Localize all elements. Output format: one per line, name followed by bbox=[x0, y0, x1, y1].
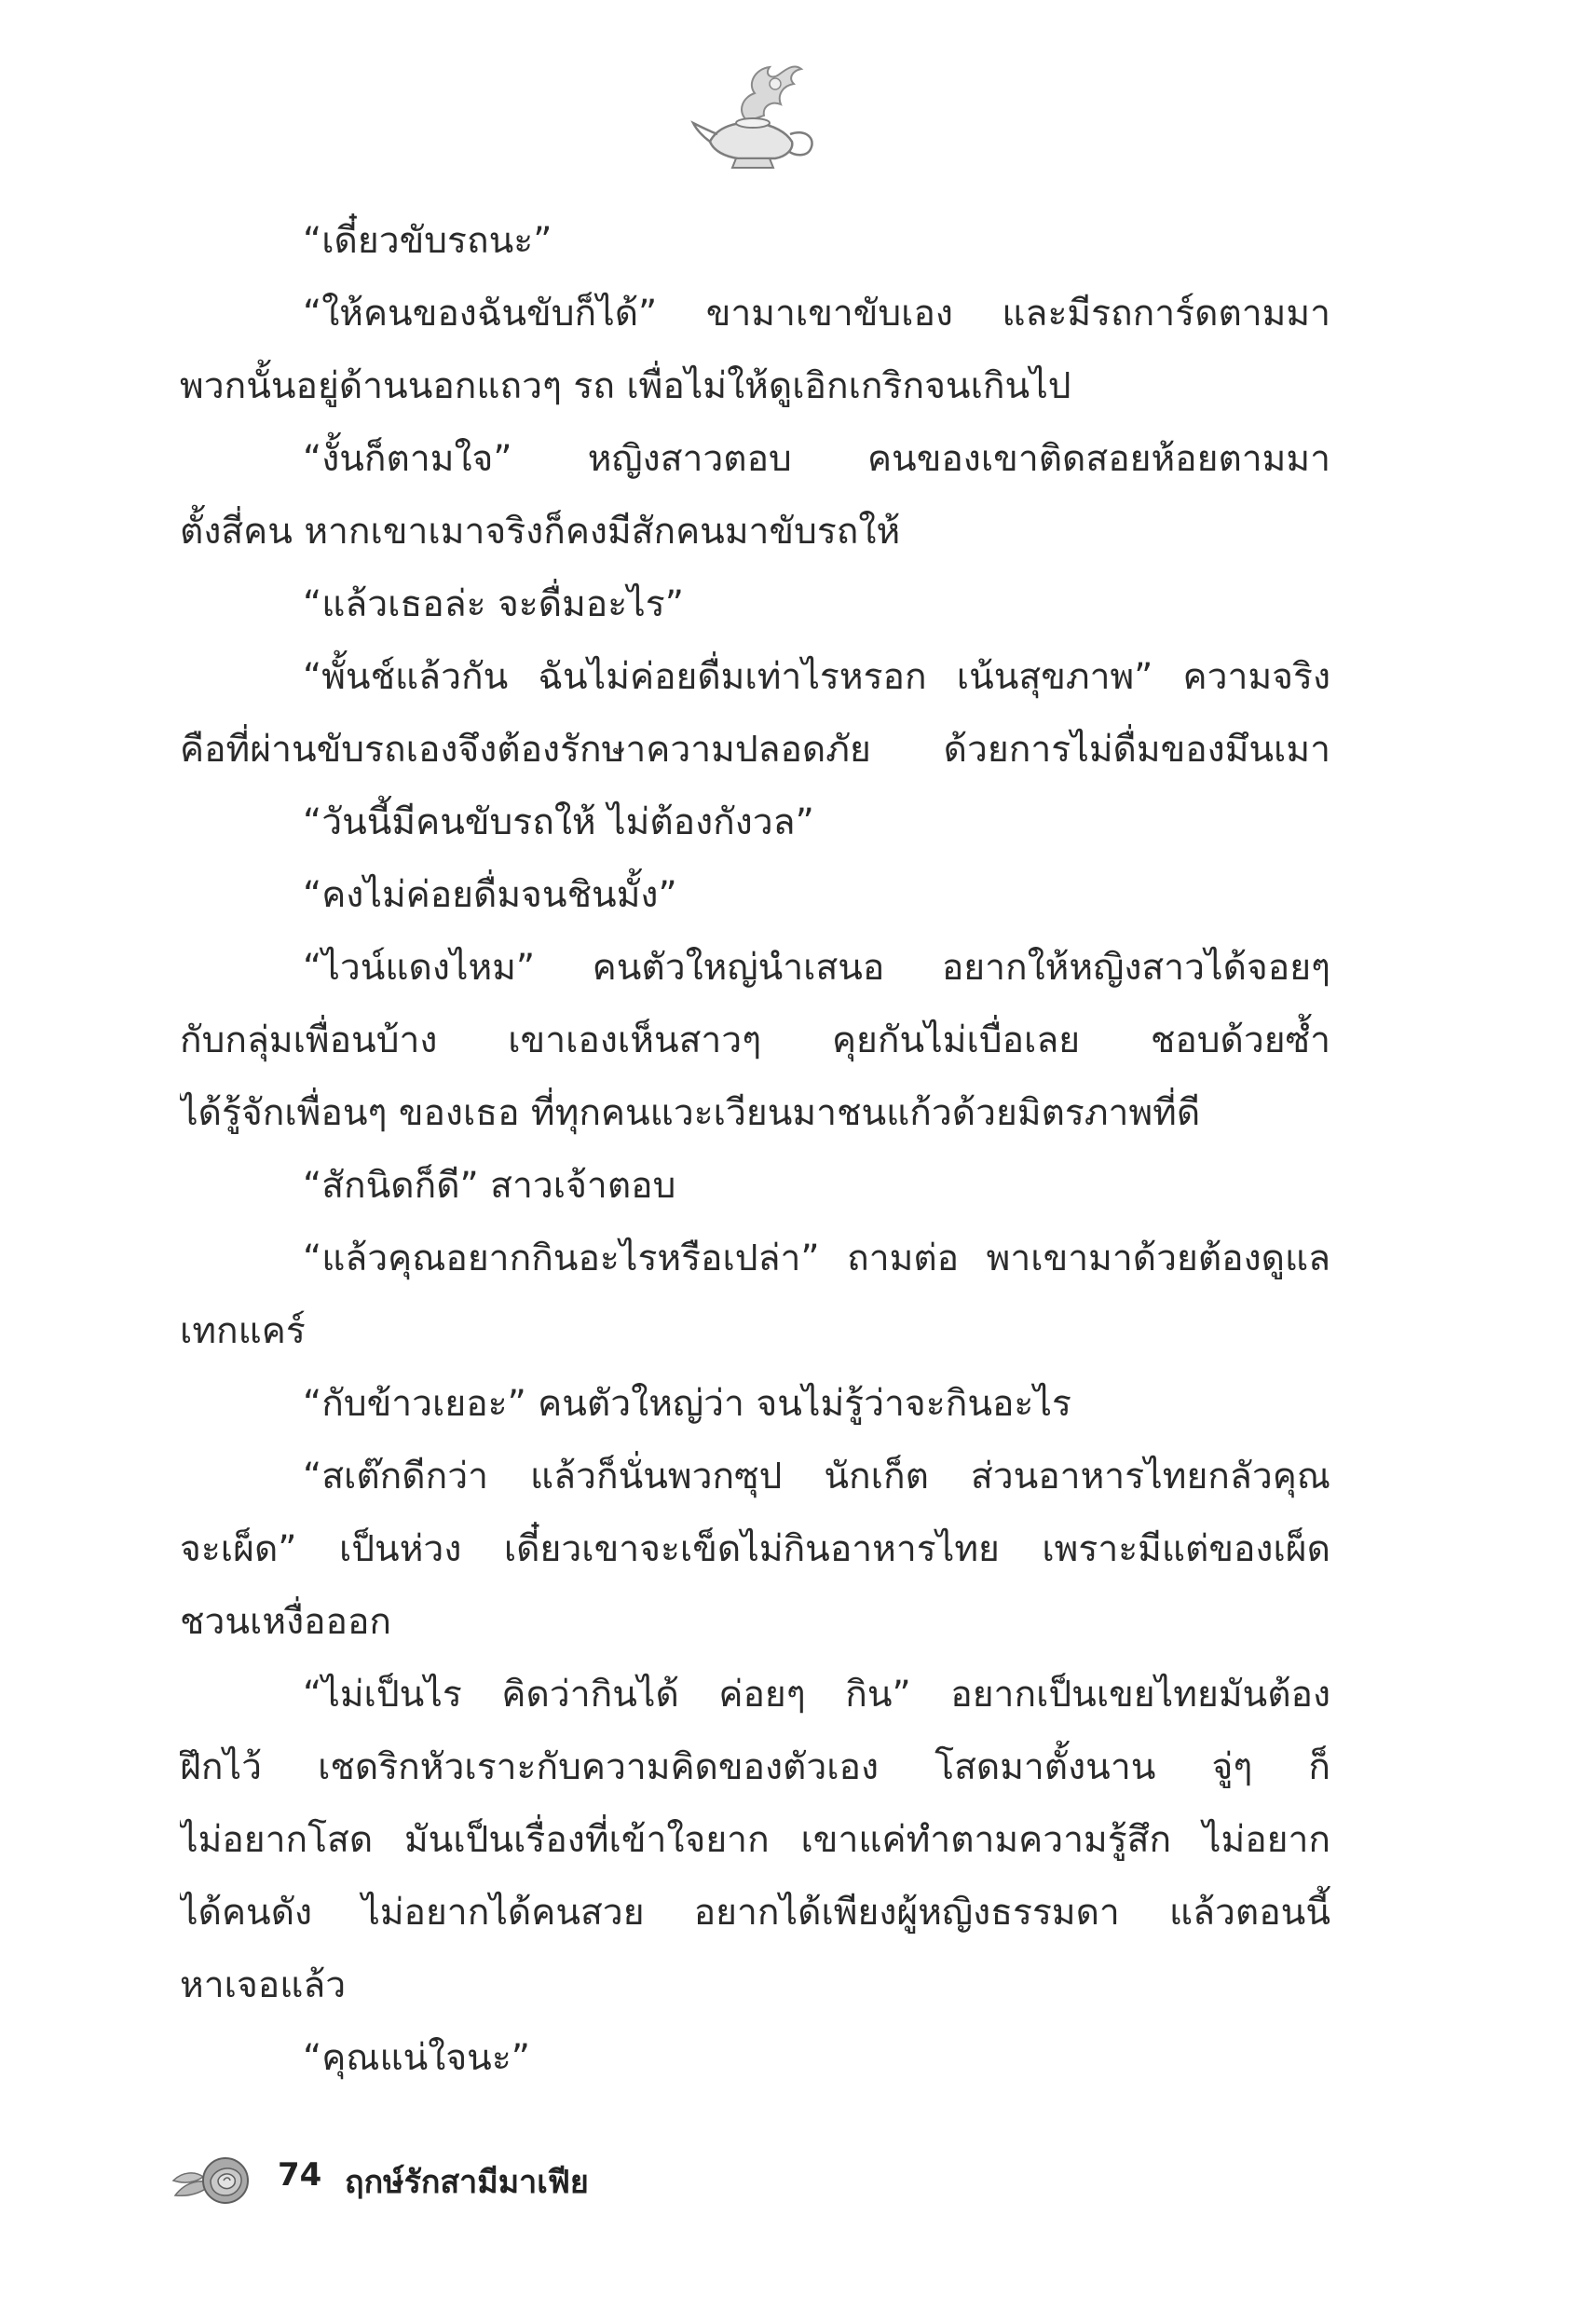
text-line: “สักนิดก็ดี” สาวเจ้าตอบ bbox=[303, 1165, 676, 1207]
text-line: “วันนี้มีคนขับรถให้ ไม่ต้องกังวล” bbox=[303, 801, 814, 843]
page-number: 74 bbox=[278, 2156, 322, 2194]
story-text bbox=[180, 205, 1330, 2095]
text-line: “กับข้าวเยอะ” คนตัวใหญ่ว่า จนไม่รู้ว่าจะกินอะไร bbox=[303, 1383, 1071, 1425]
text-line: “สเต๊กดีกว่า แล้วก็นั่นพวกซุป นักเก็ต ส่วนอาหารไทยกลัวคุณ bbox=[303, 1456, 1330, 1497]
rose-icon bbox=[168, 2143, 261, 2218]
text-line: ได้รู้จักเพื่อนๆ ของเธอ ที่ทุกคนแวะเวียนมาชนแก้วด้วยมิตรภาพที่ดี bbox=[180, 1092, 1201, 1134]
text-line: ชวนเหงื่อออก bbox=[180, 1601, 391, 1643]
text-line: กับกลุ่มเพื่อนบ้าง เขาเองเห็นสาวๆ คุยกันไม่เบื่อเลย ชอบด้วยซ้ำ bbox=[180, 1019, 1330, 1061]
text-line: ฝึกไว้ เชดริกหัวเราะกับความคิดของตัวเอง โสดมาตั้งนาน จู่ๆ ก็ bbox=[180, 1746, 1330, 1788]
text-line: “พั้นช์แล้วกัน ฉันไม่ค่อยดื่มเท่าไรหรอก เน้นสุขภาพ” ความจริง bbox=[303, 656, 1330, 698]
text-line: “แล้วเธอล่ะ จะดื่มอะไร” bbox=[303, 583, 684, 625]
text-line: พวกนั้นอยู่ด้านนอกแถวๆ รถ เพื่อไม่ให้ดูเอิกเกริกจนเกินไป bbox=[180, 365, 1071, 407]
text-line: “ไวน์แดงไหม” คนตัวใหญ่นำเสนอ อยากให้หญิงสาวได้จอยๆ bbox=[303, 947, 1330, 989]
text-line: ได้คนดัง ไม่อยากได้คนสวย อยากได้เพียงผู้หญิงธรรมดา แล้วตอนนี้ bbox=[180, 1892, 1330, 1934]
text-line: ไม่อยากโสด มันเป็นเรื่องที่เข้าใจยาก เขาแค่ทำตามความรู้สึก ไม่อยาก bbox=[180, 1819, 1330, 1861]
page-footer bbox=[168, 2143, 820, 2236]
text-line: หาเจอแล้ว bbox=[180, 1964, 347, 2006]
text-line: “คงไม่ค่อยดื่มจนชินมั้ง” bbox=[303, 874, 677, 916]
text-line: “ให้คนของฉันขับก็ได้” ขามาเขาขับเอง และมีรถการ์ดตามมา bbox=[303, 293, 1330, 335]
text-line: “งั้นก็ตามใจ” หญิงสาวตอบ คนของเขาติดสอยห้อยตามมา bbox=[303, 438, 1330, 480]
text-line: เทกแคร์ bbox=[180, 1310, 306, 1352]
text-line: ตั้งสี่คน หากเขาเมาจริงก็คงมีสักคนมาขับรถให้ bbox=[180, 511, 901, 553]
text-line: “ไม่เป็นไร คิดว่ากินได้ ค่อยๆ กิน” อยากเป็นเขยไทยมันต้อง bbox=[303, 1674, 1330, 1716]
text-line: คือที่ผ่านขับรถเองจึงต้องรักษาความปลอดภัย ด้วยการไม่ดื่มของมึนเมา bbox=[180, 729, 1330, 771]
genie-lamp-icon bbox=[689, 56, 820, 177]
book-title: ฤกษ์รักสามีมาเฟีย bbox=[345, 2164, 589, 2201]
text-line: จะเผ็ด” เป็นห่วง เดี๋ยวเขาจะเข็ดไม่กินอาหารไทย เพราะมีแต่ของเผ็ด bbox=[180, 1528, 1330, 1570]
text-line: “เดี๋ยวขับรถนะ” bbox=[303, 220, 552, 262]
text-line: “คุณแน่ใจนะ” bbox=[303, 2037, 530, 2079]
text-line: “แล้วคุณอยากกินอะไรหรือเปล่า” ถามต่อ พาเขามาด้วยต้องดูแล bbox=[303, 1238, 1330, 1279]
